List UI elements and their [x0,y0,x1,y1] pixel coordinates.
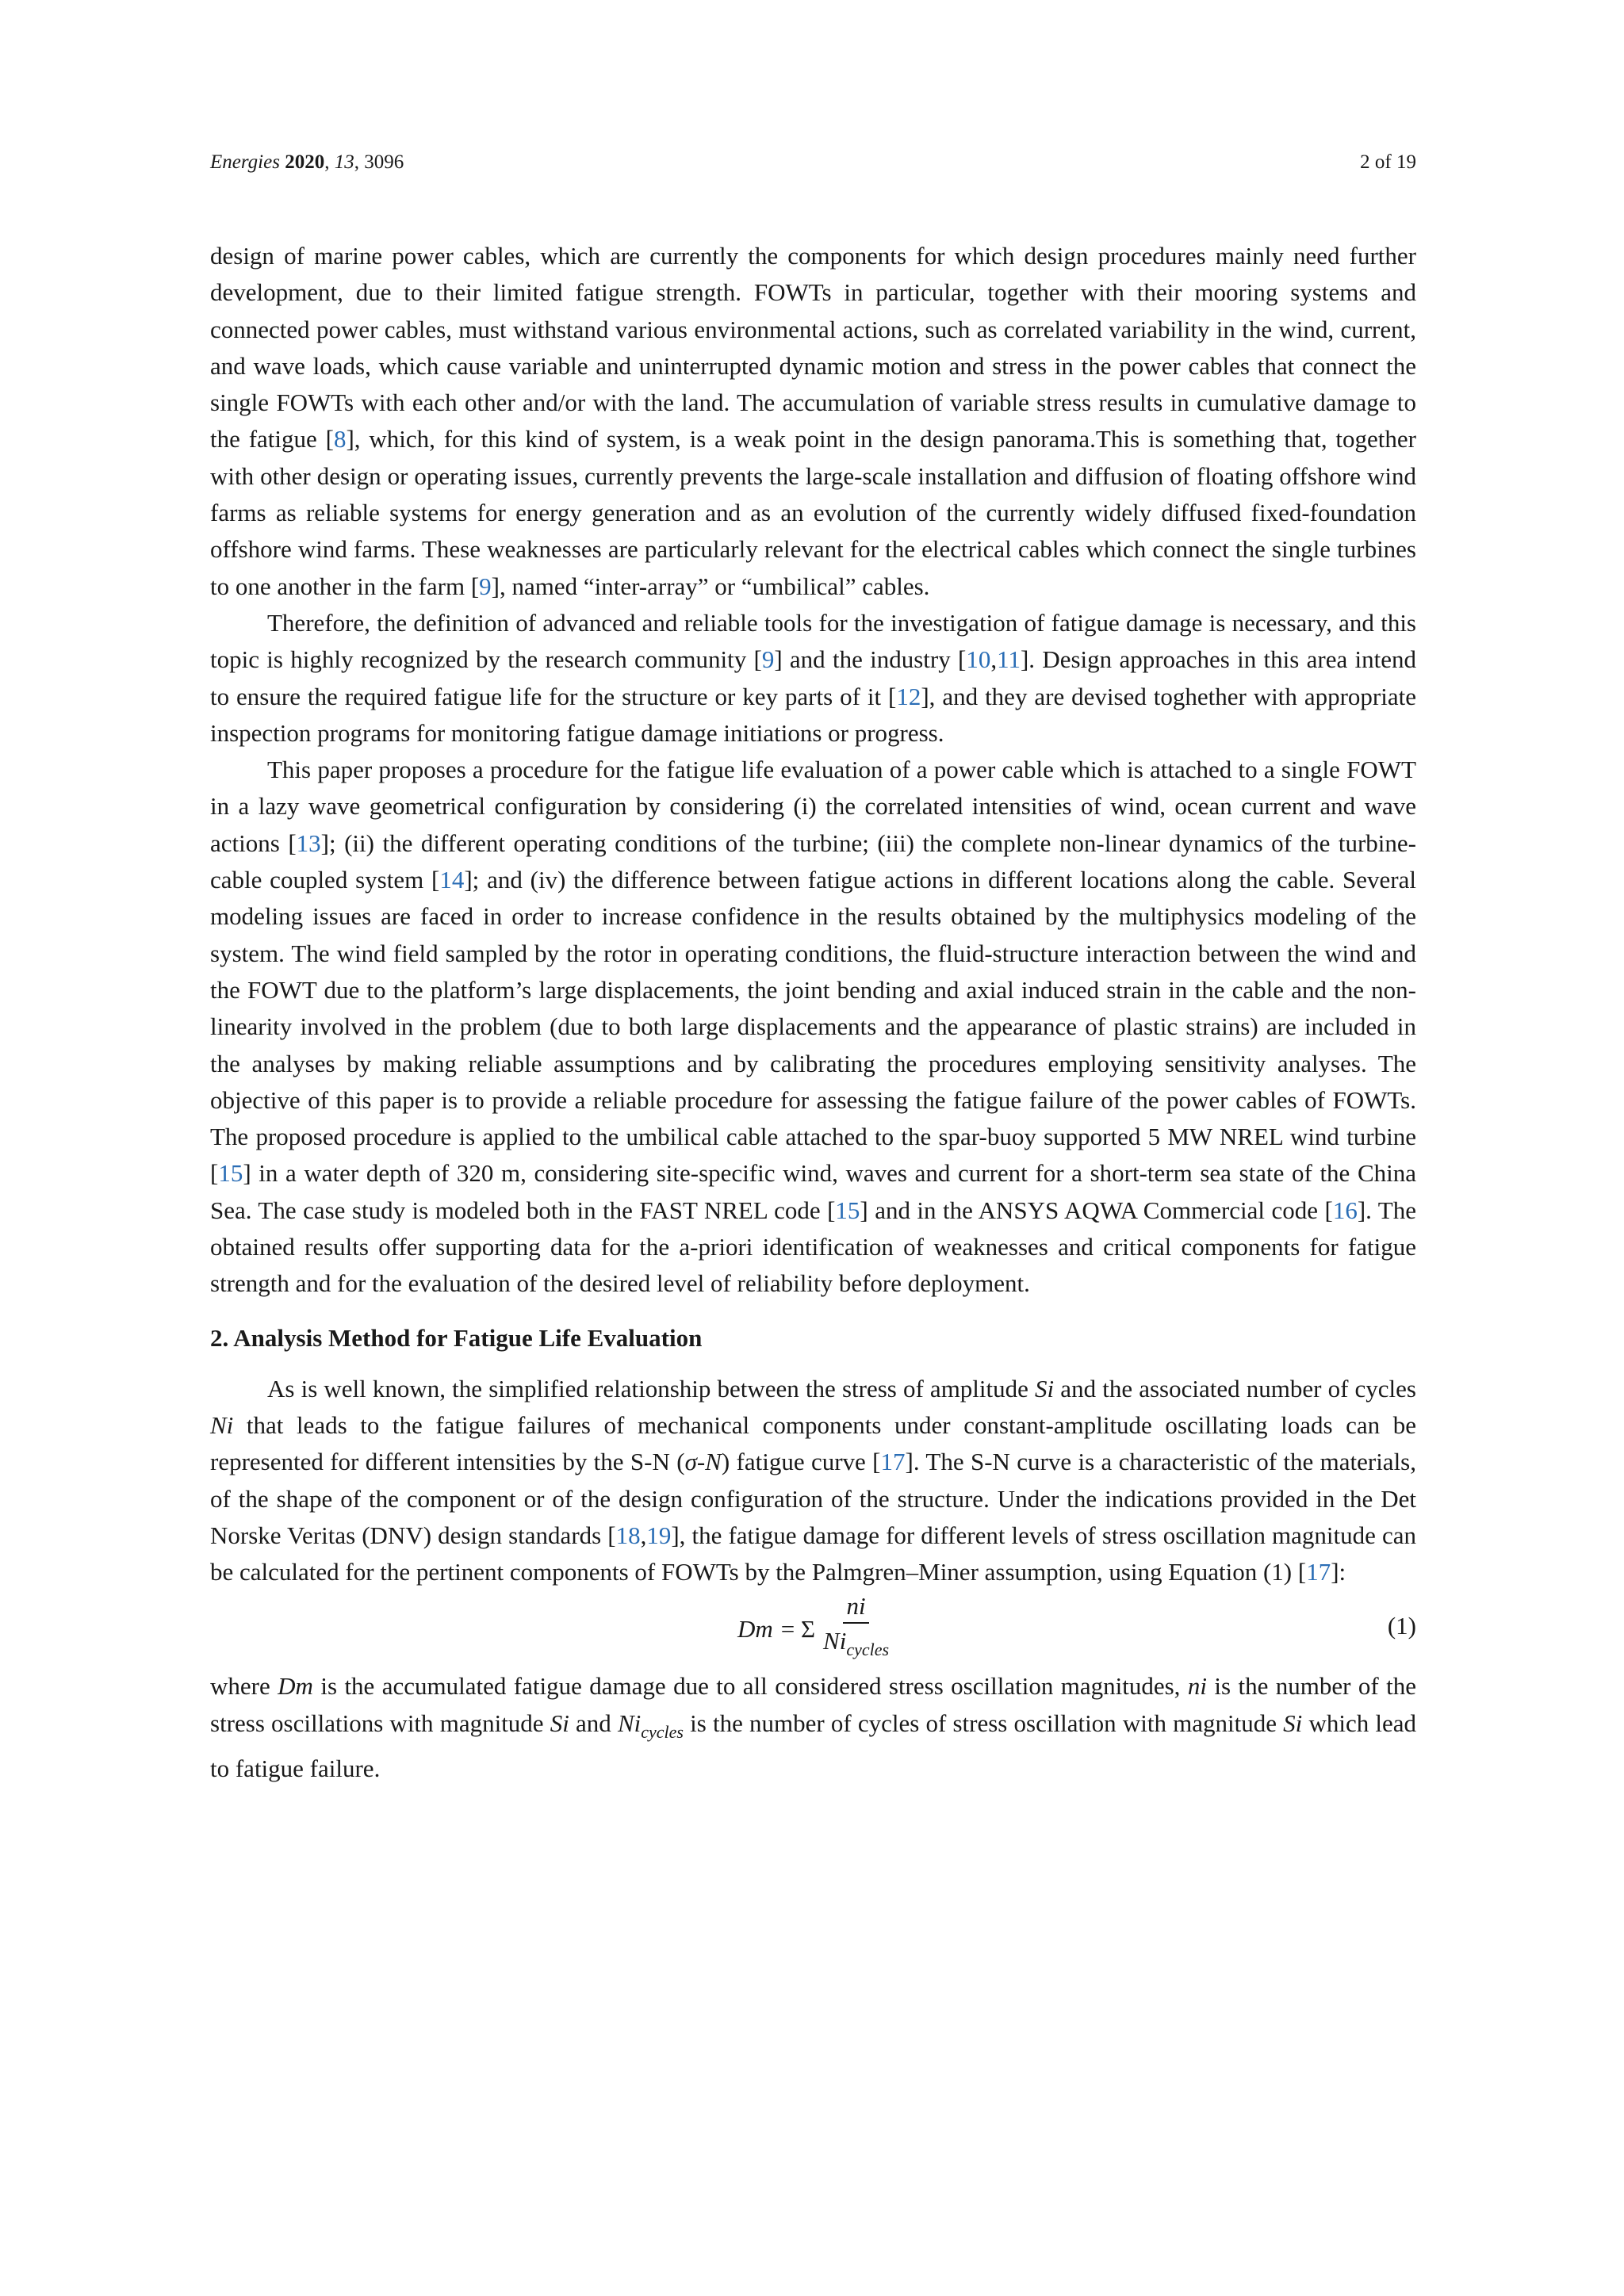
equation-lhs: Dm [737,1614,773,1643]
page-number: 2 of 19 [1360,151,1416,173]
citation-link[interactable]: 18 [615,1521,641,1549]
citation-link[interactable]: 8 [333,425,347,453]
journal-name: Energies [210,151,280,173]
body-text [210,238,1416,1787]
equation-1 [210,1590,1416,1668]
equation-operator: = Σ [780,1614,816,1643]
section-heading: 2. Analysis Method for Fatigue Life Evaluation [210,1323,703,1352]
paragraph-2: Therefore, the definition of advanced and reliable tools for the investigation of fatigue damage is necessary, and this topic is highly recognized by the research community [9] and the industry [10,11]. Design approaches in this area intend to ensure the required fatigue life for the structure or key parts of it [12], and they are devised toghether with appropriate inspection programs for monitoring fatigue damage initiations or progress. [210,608,1417,747]
journal-year: 2020 [285,151,325,173]
journal-citation: Energies 2020, 13, 3096 [210,151,404,173]
paragraph-5: where Dm is the accumulated fatigue damage due to all considered stress oscillation magnitudes, ni is the number of the stress oscillations with magnitude Si and $Ni_{cycles}$ is the number of cycles of stress oscillation with magnitude Si which lead to fatigue failure. [210,1672,1417,1782]
citation-link[interactable]: 11 [997,645,1021,674]
citation-link[interactable]: 9 [479,572,492,600]
equation-fraction [823,1590,889,1667]
equation-body [210,1590,1416,1667]
equation-denominator: $Ni_{cycles}$ [823,1627,890,1660]
citation-link[interactable]: 15 [218,1159,243,1188]
journal-volume: 13 [334,151,354,173]
citation-link[interactable]: 10 [966,645,991,674]
paragraph-4: As is well known, the simplified relationship between the stress of amplitude Si and the associated number of cycles Ni that leads to the fatigue failures of mechanical components under constant-amplitude oscillating loads can be represented for different intensities by the S-N (σ-N) fatigue curve [17]. The S-N curve is a characteristic of the materials, of the shape of the component or of the design configuration of the structure. Under the indications provided in the Det Norske Veritas (DNV) design standards [18,19], the fatigue damage for different levels of stress oscillation magnitude can be calculated for the pertinent components of FOWTs by the Palmgren–Miner assumption, using Equation (1) [17]: [210,1374,1416,1586]
citation-link[interactable]: 14 [439,866,465,894]
equation-numerator: ni [843,1590,868,1624]
citation-link[interactable]: 9 [761,645,775,674]
citation-link[interactable]: 17 [1306,1558,1331,1586]
citation-link[interactable]: 16 [1332,1196,1358,1224]
running-head [210,149,1416,176]
article-number: 3096 [364,151,404,173]
paragraph-1: design of marine power cables, which are currently the components for which design procedures mainly need further development, due to their limited fatigue strength. FOWTs in particular, together with their mooring systems and connected power cables, must withstand various environmental actions, such as correlated variability in the wind, current, and wave loads, which cause variable and uninterrupted dynamic motion and stress in the power cables that connect the single FOWTs with each other and/or with the land. The accumulation of variable stress results in cumulative damage to the fatigue [8], which, for this kind of system, is a weak point in the design panorama.This is something that, together with other design or operating issues, currently prevents the large-scale installation and diffusion of floating offshore wind farms as reliable systems for energy generation and as an evolution of the currently widely diffused fixed-foundation offshore wind farms. These weaknesses are particularly relevant for the electrical cables which connect the single turbines to one another in the farm [9], named “inter-array” or “umbilical” cables. [210,242,1416,600]
citation-link[interactable]: 12 [896,682,921,710]
citation-link[interactable]: 13 [296,828,321,857]
citation-link[interactable]: 15 [835,1196,860,1224]
equation-number: (1) [1387,1612,1416,1640]
citation-link[interactable]: 19 [646,1521,672,1549]
paragraph-3: This paper proposes a procedure for the fatigue life evaluation of a power cable which is attached to a single FOWT in a lazy wave geometrical configuration by considering (i) the correlated intensities of wind, ocean current and wave actions [13]; (ii) the different operating conditions of the turbine; (iii) the complete non-linear dynamics of the turbine-cable coupled system [14]; and (iv) the difference between fatigue actions in different locations along the cable. Several modeling issues are faced in order to increase confidence in the results obtained by the multiphysics modeling of the system. The wind field sampled by the rotor in operating conditions, the fluid-structure interaction between the wind and the FOWT due to the platform’s large displacements, the joint bending and axial induced strain in the cable and the non-linearity involved in the problem (due to both large displacements and the appearance of plastic strains) are included in the analyses by making reliable assumptions and by calibrating the procedures employing sensitivity analyses. The objective of this paper is to provide a reliable procedure for assessing the fatigue failure of the power cables of FOWTs. The proposed procedure is applied to the umbilical cable attached to the spar-buoy supported 5 MW NREL wind turbine [15] in a water depth of 320 m, considering site-specific wind, waves and current for a short-term sea state of the China Sea. The case study is modeled both in the FAST NREL code [15] and in the ANSYS AQWA Commercial code [16]. The obtained results offer supporting data for the a-priori identification of weaknesses and critical components for fatigue strength and for the evaluation of the desired level of reliability before deployment. [210,756,1416,1298]
citation-link[interactable]: 17 [880,1448,906,1476]
